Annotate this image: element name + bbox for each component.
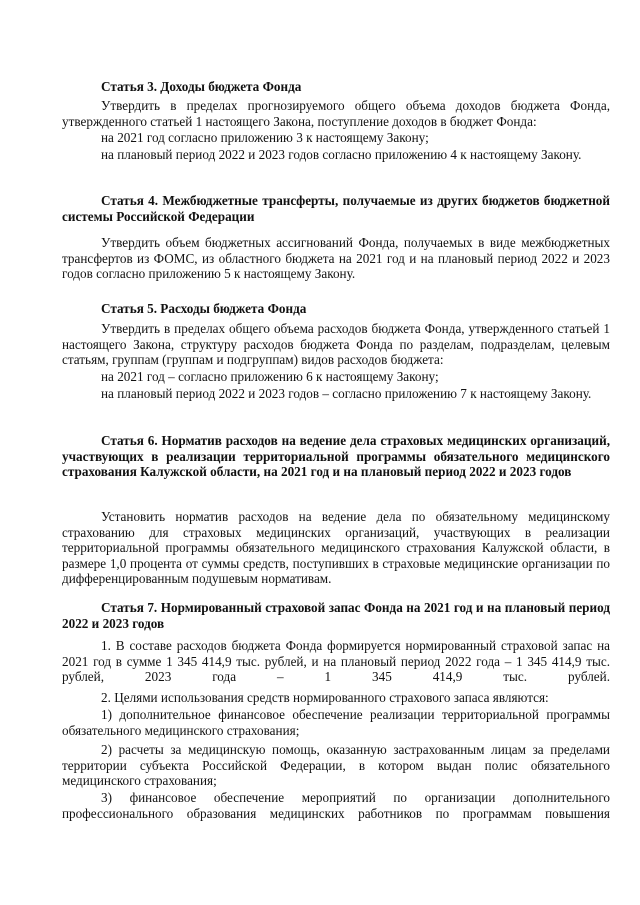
article-7-paragraph: 1. В составе расходов бюджета Фонда формируется нормированный страховой запас на 2021 год в сумме 1 345 414,9 тыс. рублей, и на плановый период 2022 года – 1 345 414,9 тыс. рублей, 2023 года – 1 345 414,9 тыс. рублей.	[62, 638, 610, 685]
article-5-paragraph: Утвердить в пределах общего объема расходов бюджета Фонда, утвержденного статьей 1 настоящего Закона, структуру расходов бюджета Фонда по разделам, подразделам, целевым статьям, группам (группам и подгруппам) видов расходов бюджета:	[62, 321, 610, 368]
article-4-title: Статья 4. Межбюджетные трансферты, получаемые из других бюджетов бюджетной системы Российской Федерации	[62, 193, 610, 224]
article-5-title: Статья 5. Расходы бюджета Фонда	[101, 301, 307, 316]
article-3-paragraph: Утвердить в пределах прогнозируемого общего объема доходов бюджета Фонда, утвержденного статьей 1 настоящего Закона, поступление доходов в бюджет Фонда:	[62, 98, 610, 129]
article-5-paragraph: на плановый период 2022 и 2023 годов – согласно приложению 7 к настоящему Закону.	[101, 386, 592, 401]
article-6-title: Статья 6. Норматив расходов на ведение дела страховых медицинских организаций, участвующих в реализации территориальной программы обязательного медицинского страхования Калужской области, на 2021 год и на плановый период 2022 и 2023 годов	[62, 433, 610, 480]
article-7-list-item: 3) финансовое обеспечение мероприятий по организации дополнительного профессионального образования медицинских работников по программам повышения	[62, 790, 610, 821]
article-3-title: Статья 3. Доходы бюджета Фонда	[101, 79, 302, 94]
article-3-paragraph: на плановый период 2022 и 2023 годов согласно приложению 4 к настоящему Закону.	[101, 147, 582, 162]
article-5-paragraph: на 2021 год – согласно приложению 6 к настоящему Закону;	[101, 369, 439, 384]
article-3-paragraph: на 2021 год согласно приложению 3 к настоящему Закону;	[101, 130, 429, 145]
article-7-title: Статья 7. Нормированный страховой запас Фонда на 2021 год и на плановый период 2022 и 2023 годов	[62, 600, 610, 631]
article-7-list-item: 2) расчеты за медицинскую помощь, оказанную застрахованным лицам за пределами территории субъекта Российской Федерации, в котором выдан полис обязательного медицинского страхования;	[62, 742, 610, 789]
article-7-list-item: 1) дополнительное финансовое обеспечение реализации территориальной программы обязательного медицинского страхования;	[62, 707, 610, 738]
article-4-paragraph: Утвердить объем бюджетных ассигнований Фонда, получаемых в виде межбюджетных трансфертов из ФОМС, из областного бюджета на 2021 год и на плановый период 2022 и 2023 годов согласно приложению 5 к настоящему Закону.	[62, 235, 610, 282]
article-6-paragraph: Установить норматив расходов на ведение дела по обязательному медицинскому страхованию для страховых медицинских организаций, участвующих в реализации территориальной программы обязательного медицинского страхования Калужской области, в размере 1,0 процента от суммы средств, поступивших в страховые медицинские организации по дифференцированным подушевым нормативам.	[62, 509, 610, 587]
article-7-paragraph: 2. Целями использования средств нормированного страхового запаса являются:	[101, 690, 549, 705]
